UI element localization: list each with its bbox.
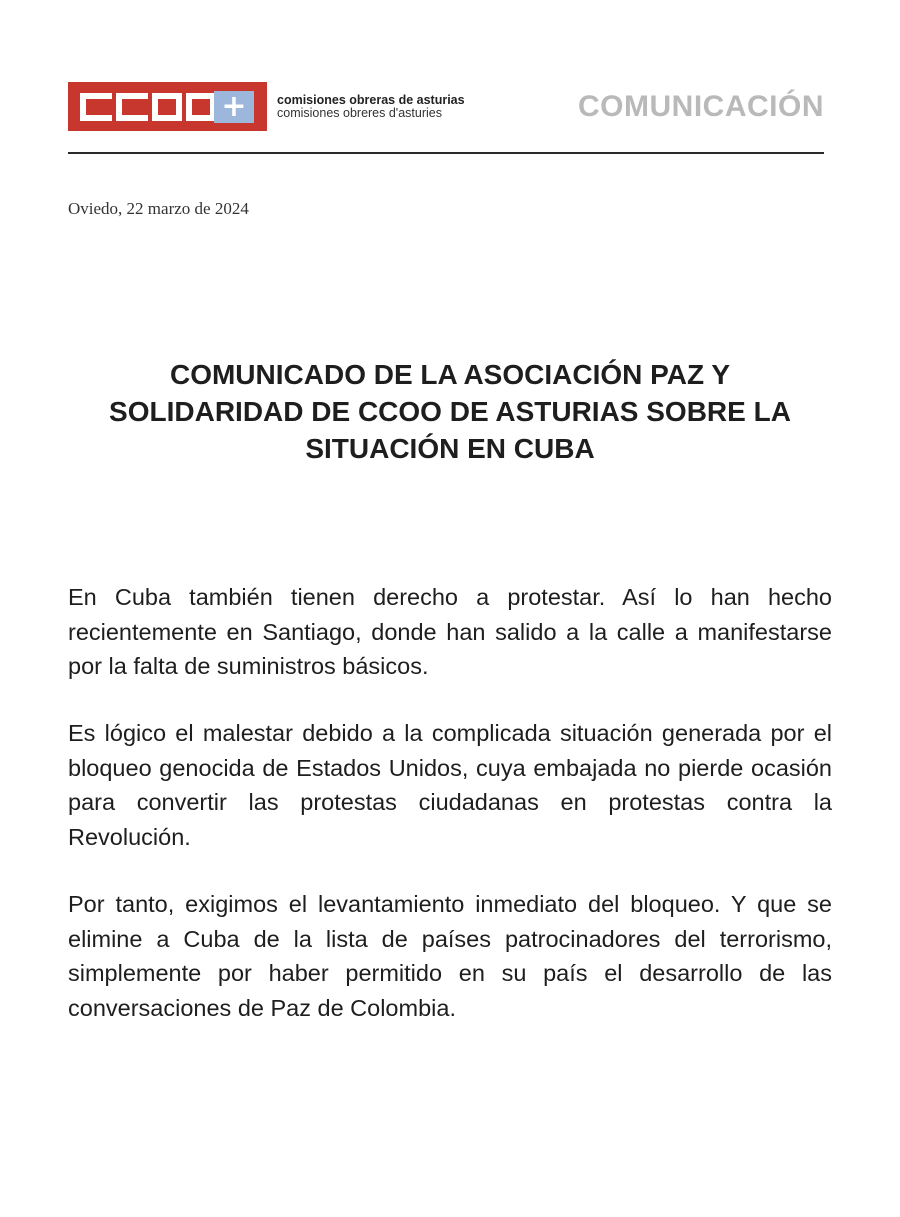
title-line: COMUNICADO DE LA ASOCIACIÓN PAZ Y (169, 359, 730, 390)
title-line: SITUACIÓN EN CUBA (305, 433, 595, 464)
title-line: SOLIDARIDAD DE CCOO DE ASTURIAS SOBRE LA (109, 396, 791, 427)
letterhead (68, 82, 824, 134)
body-paragraph: Es lógico el malestar debido a la complicada situación generada por el bloqueo genocida de Estados Unidos, cuya embajada no pierde ocasión para convertir las protestas ciudadanas en protestas contra la Revolución. (68, 720, 832, 850)
logo-letter-c (80, 93, 112, 121)
org-name-asturian: comisiones obreres d'asturies (277, 106, 442, 120)
org-name-spanish: comisiones obreras de asturias (277, 93, 465, 107)
ccoo-logo-letters (80, 93, 220, 121)
organization-name (277, 94, 465, 120)
document-date: Oviedo, 22 marzo de 2024 (68, 199, 249, 218)
section-label: COMUNICACIÓN (578, 90, 824, 123)
body-paragraph: Por tanto, exigimos el levantamiento inmediato del bloqueo. Y que se elimine a Cuba de la lista de países patrocinadores del terrorismo, simplemente por haber permitido en su país el desarrollo de las conversaciones de Paz de Colombia. (68, 891, 832, 1021)
plus-icon: + (214, 91, 254, 123)
header-divider (68, 152, 824, 154)
ccoo-logo (68, 82, 267, 131)
logo-letter-c (116, 93, 148, 121)
body-paragraph: En Cuba también tienen derecho a protestar. Así lo han hecho recientemente en Santiago, donde han salido a la calle a manifestarse por la falta de suministros básicos. (68, 584, 832, 679)
logo-letter-o (186, 93, 216, 121)
logo-letter-o (152, 93, 182, 121)
document-title (60, 356, 840, 467)
